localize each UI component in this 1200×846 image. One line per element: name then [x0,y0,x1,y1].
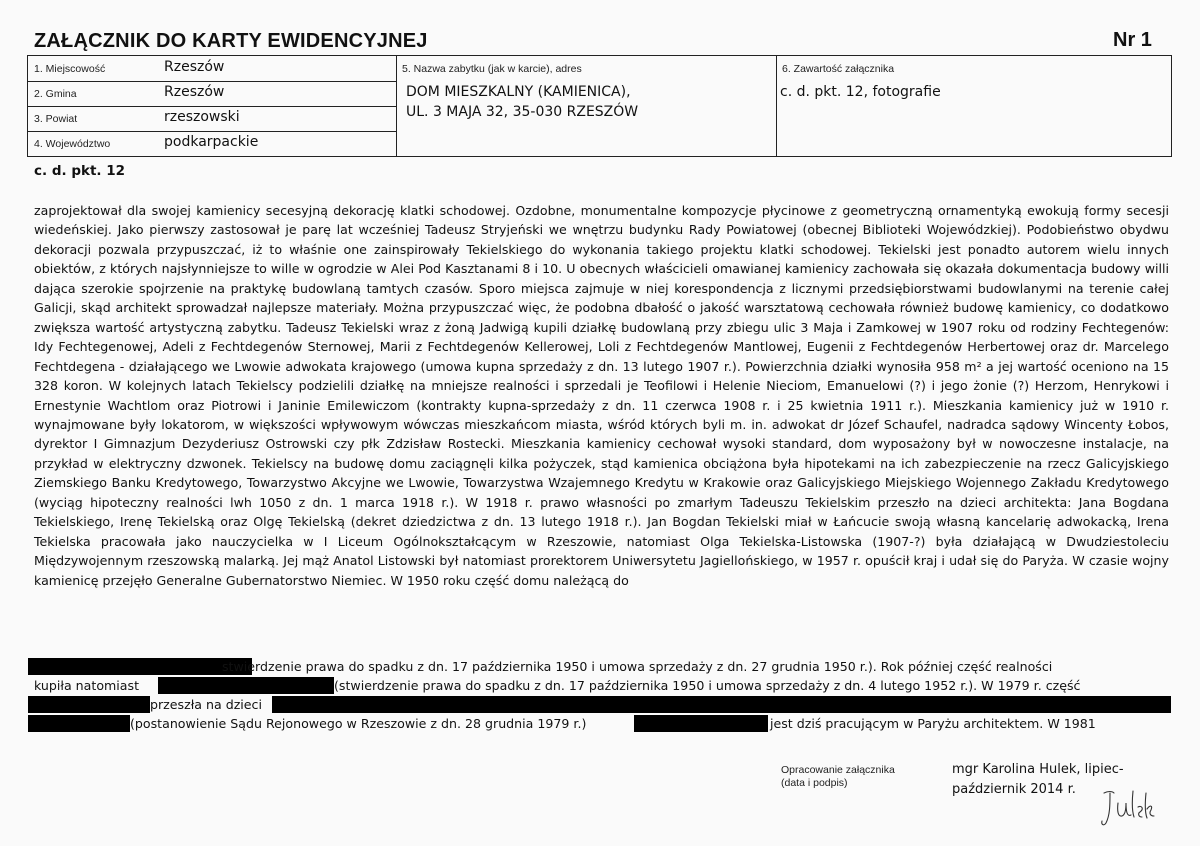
row-divider [28,131,396,132]
redaction-block [28,715,130,732]
main-paragraph: zaprojektował dla swojej kamienicy secesyjną dekorację klatki schodowej. Ozdobne, monumentalne kompozycje płycinowe z geometryczną ornamentyką ewokują formy secesji wiedeńskiej. Jako pierwszy zastosował je parę lat wcześniej Tadeusz Stryjeński we wnętrzu budynku Rady Powiatowej (obecnej Biblioteki Wojewódzkiej). Podobieństwo obydwu dekoracji pozwala przypuszczać, iż to właśnie one zainspirowały Tekielskiego do wykonania takiego projektu klatki schodowej. Tekielski jest ponadto autorem wielu innych obiektów, z których najsłynniejsze to wille w ogrodzie w Alei Pod Kasztanami 8 i 10. U obecnych właścicieli omawianej kamienicy zachowała się okazała dokumentacja budowy willi dająca szerokie spojrzenie na praktykę budowlaną tamtych czasów. Sporo miejsca zajmuje w niej korespondencja z licznymi przedsiębiorstwami budowlanymi na terenie całej Galicji, skąd architekt sprowadzał najlepsze materiały. Można przypuszczać więc, że podobna dbałość o jakość warsztatową cechowała również budowę kamienicy, co dodatkowo zwiększa wartość artystyczną zabytku. Tadeusz Tekielski wraz z żoną Jadwigą kupili działkę budowlaną przy zbiegu ulic 3 Maja i Zamkowej w 1907 roku od rodziny Fechtegenów: Idy Fechtegenowej, Adeli z Fechtdegenów Sternowej, Marii z Fechtdegenów Kellerowej, Loli z Fechtdegenów Mantlowej, Eugenii z Fechtdegenów Herbertowej oraz dr. Marcelego Fechtdegena - działającego we Lwowie adwokata krajowego (umowa kupna sprzedaży z dn. 13 lutego 1907 r.). Powierzchnia działki wynosiła 958 m² a jej wartość oceniono na 15 328 koron. W kolejnych latach Tekielscy podzielili działkę na mniejsze realności i sprzedali je Teofilowi i Helenie Nieciom, Emanuelowi (?) i jego żonie (?) Herzom, Henrykowi i Ernestynie Wachtlom oraz Piotrowi i Janinie Emilewiczom (kontrakty kupna-sprzedaży z dn. 11 czerwca 1908 r. i 25 kwietnia 1911 r.). Mieszkania kamienicy już w 1910 r. wynajmowane były lokatorom, w większości wpływowym wówczas mieszkańcom miasta, wśród których byli m. in. adwokat dr Józef Schaufel, nadradca sądowy Wincenty Łobos, dyrektor I Gimnazjum Dezyderiusz Ostrowski czy płk Zdzisław Rostecki. Mieszkania kamienicy cechował wysoki standard, dom wyposażony był w nowoczesne instalacje, na przykład w elektryczny dzwonek. Tekielscy na budowę domu zaciągnęli kilka pożyczek, stąd kamienica obciążona była hipotekami na ich zabezpieczenie na rzecz Galicyjskiego Ziemskiego Banku Kredytowego, Towarzystwo Akcyjne we Lwowie, Towarzystwa Wzajemnego Kredytu w Krakowie oraz Galicyjskiego Miejskiego Wojennego Zakładu Kredytowego (wyciąg hipoteczny realności lwh 1050 z dn. 1 marca 1918 r.). W 1918 r. prawo własności po zmarłym Tadeuszu Tekielskim przeszło na dzieci architekta: Jana Bogdana Tekielskiego, Irenę Tekielską oraz Olgę Tekielską (dekret dziedzictwa z dn. 13 lutego 1918 r.). Jan Bogdan Tekielski miał w Łańcucie swoją własną kancelarię adwokacką, Irena Tekielska pracowała jako nauczycielka w I Liceum Ogólnokształcącym w Rzeszowie, natomiast Olga Tekielska-Listowska (1907-?) była działającą w Dwudziestoleciu Międzywojennym rzeszowską malarką. Jej mąż Anatol Listowski był natomiast prorektorem Uniwersytetu Jagiellońskiego, w 1957 r. opuścił kraj i udał się do Paryża. W czasie wojny kamienicę przejęło Generalne Gubernatorstwo Niemiec. W 1950 roku część domu należącą do [34,203,1169,588]
footer-label-line2: (data i podpis) [781,777,848,789]
footer-author-line1: mgr Karolina Hulek, lipiec- [952,762,1124,777]
row-divider [28,81,396,82]
redacted-section [34,657,1169,747]
redaction-block [158,677,334,694]
field-label-wojewodztwo: 4. Województwo [34,138,111,150]
field-label-nazwa: 5. Nazwa zabytku (jak w karcie), adres [402,63,582,75]
field-label-gmina: 2. Gmina [34,88,77,100]
redaction-block [272,696,1171,713]
field-value-powiat: rzeszowski [164,109,240,125]
field-label-zawartosc: 6. Zawartość załącznika [782,63,895,75]
column-divider [776,56,777,156]
row-divider [28,106,396,107]
redacted-line-4-end: jest dziś pracującym w Paryżu architektem. W 1981 [770,716,1096,731]
field-value-miejscowosc: Rzeszów [164,59,225,75]
main-text [34,201,1169,590]
field-value-zawartosc: c. d. pkt. 12, fotografie [780,84,941,100]
redaction-block [28,658,252,675]
redacted-line-2-start: kupiła natomiast [34,678,140,693]
field-value-nazwa-line2: UL. 3 MAJA 32, 35-030 RZESZÓW [406,104,639,120]
header-fields-table [27,55,1172,157]
redaction-block [28,696,150,713]
handwritten-signature [1098,785,1158,831]
footer-author-line2: październik 2014 r. [952,782,1076,797]
footer-label-line1: Opracowanie załącznika [781,764,895,776]
field-value-gmina: Rzeszów [164,84,225,100]
continuation-note: c. d. pkt. 12 [34,163,126,179]
column-divider [396,56,397,156]
footer-label [781,764,895,790]
field-value-wojewodztwo: podkarpackie [164,134,259,150]
field-label-powiat: 3. Powiat [34,113,78,125]
field-label-miejscowosc: 1. Miejscowość [34,63,106,75]
redaction-block [634,715,768,732]
redacted-line-3-text: przeszła na dzieci [150,697,262,712]
document-number: Nr 1 [1113,29,1152,51]
document-title: ZAŁĄCZNIK DO KARTY EWIDENCYJNEJ [34,30,428,52]
redacted-line-4-text: (postanowienie Sądu Rejonowego w Rzeszowie z dn. 28 grudnia 1979 r.) [130,716,587,731]
redacted-line-1-text: stwierdzenie prawa do spadku z dn. 17 października 1950 i umowa sprzedaży z dn. 27 grudnia 1950 r.). Rok później część realności [222,659,1053,674]
field-value-nazwa-line1: DOM MIESZKALNY (KAMIENICA), [406,84,631,100]
redacted-line-2-text: (stwierdzenie prawa do spadku z dn. 17 października 1950 i umowa sprzedaży z dn. 4 lutego 1952 r.). W 1979 r. część [334,678,1081,693]
